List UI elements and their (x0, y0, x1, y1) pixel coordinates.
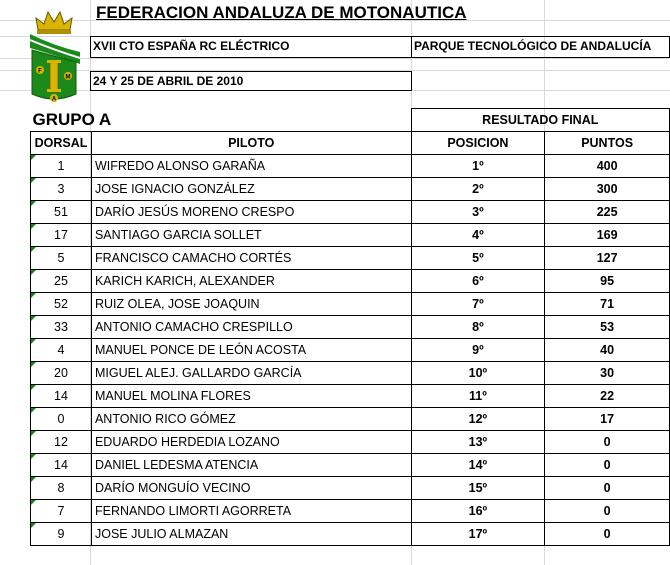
posicion-cell: 7º (411, 293, 545, 316)
piloto-cell: ANTONIO CAMACHO CRESPILLO (91, 316, 411, 339)
svg-text:F: F (38, 68, 42, 75)
table-row (31, 431, 670, 454)
table-row (31, 477, 670, 500)
dorsal-cell (31, 500, 92, 523)
dorsal-cell (31, 477, 92, 500)
posicion-cell: 10º (411, 362, 545, 385)
dorsal-cell (31, 408, 92, 431)
table-row (31, 293, 670, 316)
dorsal-value: 0 (57, 412, 65, 426)
piloto-cell: DANIEL LEDESMA ATENCIA (91, 454, 411, 477)
puntos-cell: 127 (545, 247, 670, 270)
dorsal-cell (31, 224, 92, 247)
puntos-cell: 300 (545, 178, 670, 201)
puntos-cell: 0 (545, 454, 670, 477)
puntos-cell: 0 (545, 431, 670, 454)
puntos-cell: 30 (545, 362, 670, 385)
dorsal-value: 33 (54, 320, 68, 334)
number-as-text-indicator-icon (31, 270, 36, 275)
dorsal-cell (31, 247, 92, 270)
dorsal-cell (31, 523, 92, 546)
dorsal-value: 52 (54, 297, 68, 311)
dorsal-value: 51 (54, 205, 68, 219)
posicion-cell: 1º (411, 155, 545, 178)
number-as-text-indicator-icon (31, 201, 36, 206)
posicion-cell: 4º (411, 224, 545, 247)
puntos-cell: 0 (545, 523, 670, 546)
table-header-row (31, 132, 670, 155)
puntos-cell: 400 (545, 155, 670, 178)
table-row (31, 178, 670, 201)
dorsal-cell (31, 201, 92, 224)
dorsal-value: 14 (54, 389, 68, 403)
puntos-cell: 22 (545, 385, 670, 408)
piloto-cell: DARÍO MONGUÍO VECINO (91, 477, 411, 500)
table-row (31, 316, 670, 339)
column-header-dorsal: DORSAL (31, 132, 92, 155)
table-row (31, 408, 670, 431)
posicion-cell: 2º (411, 178, 545, 201)
dorsal-cell (31, 454, 92, 477)
event-name: XVII CTO ESPAÑA RC ELÉCTRICO (90, 36, 412, 58)
dorsal-value: 4 (57, 343, 65, 357)
posicion-cell: 13º (411, 431, 545, 454)
result-header: RESULTADO FINAL (411, 109, 669, 132)
piloto-cell: WIFREDO ALONSO GARAÑA (91, 155, 411, 178)
posicion-cell: 12º (411, 408, 545, 431)
piloto-cell: MIGUEL ALEJ. GALLARDO GARCÍA (91, 362, 411, 385)
dorsal-value: 5 (57, 251, 65, 265)
dorsal-value: 7 (57, 504, 65, 518)
puntos-cell: 169 (545, 224, 670, 247)
table-row (31, 385, 670, 408)
posicion-cell: 3º (411, 201, 545, 224)
table-row (31, 201, 670, 224)
number-as-text-indicator-icon (31, 454, 36, 459)
results-table (30, 108, 670, 546)
puntos-cell: 95 (545, 270, 670, 293)
dorsal-cell (31, 316, 92, 339)
posicion-cell: 5º (411, 247, 545, 270)
piloto-cell: SANTIAGO GARCIA SOLLET (91, 224, 411, 247)
number-as-text-indicator-icon (31, 155, 36, 160)
number-as-text-indicator-icon (31, 385, 36, 390)
svg-text:M: M (65, 74, 71, 81)
table-row (31, 500, 670, 523)
dorsal-value: 9 (57, 527, 65, 541)
puntos-cell: 40 (545, 339, 670, 362)
dorsal-cell (31, 178, 92, 201)
number-as-text-indicator-icon (31, 224, 36, 229)
piloto-cell: RUIZ OLEA, JOSE JOAQUIN (91, 293, 411, 316)
dorsal-value: 8 (57, 481, 65, 495)
posicion-cell: 15º (411, 477, 545, 500)
puntos-cell: 0 (545, 477, 670, 500)
puntos-cell: 53 (545, 316, 670, 339)
posicion-cell: 9º (411, 339, 545, 362)
number-as-text-indicator-icon (31, 362, 36, 367)
venue-name: PARQUE TECNOLÓGICO DE ANDALUCÍA (411, 36, 670, 58)
piloto-cell: ANTONIO RICO GÓMEZ (91, 408, 411, 431)
event-dates: 24 Y 25 DE ABRIL DE 2010 (90, 71, 412, 91)
dorsal-value: 14 (54, 458, 68, 472)
piloto-cell: KARICH KARICH, ALEXANDER (91, 270, 411, 293)
posicion-cell: 14º (411, 454, 545, 477)
table-row (31, 454, 670, 477)
dorsal-value: 25 (54, 274, 68, 288)
posicion-cell: 6º (411, 270, 545, 293)
dorsal-value: 12 (54, 435, 68, 449)
number-as-text-indicator-icon (31, 500, 36, 505)
table-row (31, 224, 670, 247)
number-as-text-indicator-icon (31, 523, 36, 528)
column-header-posicion: POSICION (411, 132, 545, 155)
piloto-cell: FERNANDO LIMORTI AGORRETA (91, 500, 411, 523)
number-as-text-indicator-icon (31, 339, 36, 344)
group-label: GRUPO A (32, 109, 112, 129)
table-row (31, 339, 670, 362)
table-row (31, 270, 670, 293)
puntos-cell: 0 (545, 500, 670, 523)
table-row (31, 523, 670, 546)
table-row (31, 155, 670, 178)
number-as-text-indicator-icon (31, 431, 36, 436)
piloto-cell: JOSE IGNACIO GONZÁLEZ (91, 178, 411, 201)
column-header-puntos: PUNTOS (545, 132, 670, 155)
federation-crest-icon (24, 6, 84, 104)
piloto-cell: FRANCISCO CAMACHO CORTÉS (91, 247, 411, 270)
dorsal-cell (31, 431, 92, 454)
posicion-cell: 11º (411, 385, 545, 408)
dorsal-value: 1 (57, 159, 65, 173)
puntos-cell: 225 (545, 201, 670, 224)
dorsal-value: 17 (54, 228, 68, 242)
piloto-cell: EDUARDO HERDEDIA LOZANO (91, 431, 411, 454)
dorsal-value: 3 (57, 182, 65, 196)
table-row (31, 247, 670, 270)
table-group-row (31, 109, 670, 132)
piloto-cell: MANUEL MOLINA FLORES (91, 385, 411, 408)
dorsal-cell (31, 385, 92, 408)
page-title: FEDERACION ANDALUZA DE MOTONAUTICA (96, 3, 467, 22)
piloto-cell: JOSE JULIO ALMAZAN (91, 523, 411, 546)
table-row (31, 362, 670, 385)
dorsal-cell (31, 362, 92, 385)
number-as-text-indicator-icon (31, 408, 36, 413)
dorsal-cell (31, 339, 92, 362)
number-as-text-indicator-icon (31, 247, 36, 252)
dorsal-cell (31, 155, 92, 178)
posicion-cell: 8º (411, 316, 545, 339)
number-as-text-indicator-icon (31, 316, 36, 321)
puntos-cell: 17 (545, 408, 670, 431)
posicion-cell: 17º (411, 523, 545, 546)
dorsal-cell (31, 270, 92, 293)
column-header-piloto: PILOTO (91, 132, 411, 155)
piloto-cell: DARÍO JESÚS MORENO CRESPO (91, 201, 411, 224)
dorsal-cell (31, 293, 92, 316)
dorsal-value: 20 (54, 366, 68, 380)
number-as-text-indicator-icon (31, 178, 36, 183)
svg-text:A: A (51, 96, 57, 103)
number-as-text-indicator-icon (31, 293, 36, 298)
piloto-cell: MANUEL PONCE DE LEÓN ACOSTA (91, 339, 411, 362)
number-as-text-indicator-icon (31, 477, 36, 482)
posicion-cell: 16º (411, 500, 545, 523)
puntos-cell: 71 (545, 293, 670, 316)
